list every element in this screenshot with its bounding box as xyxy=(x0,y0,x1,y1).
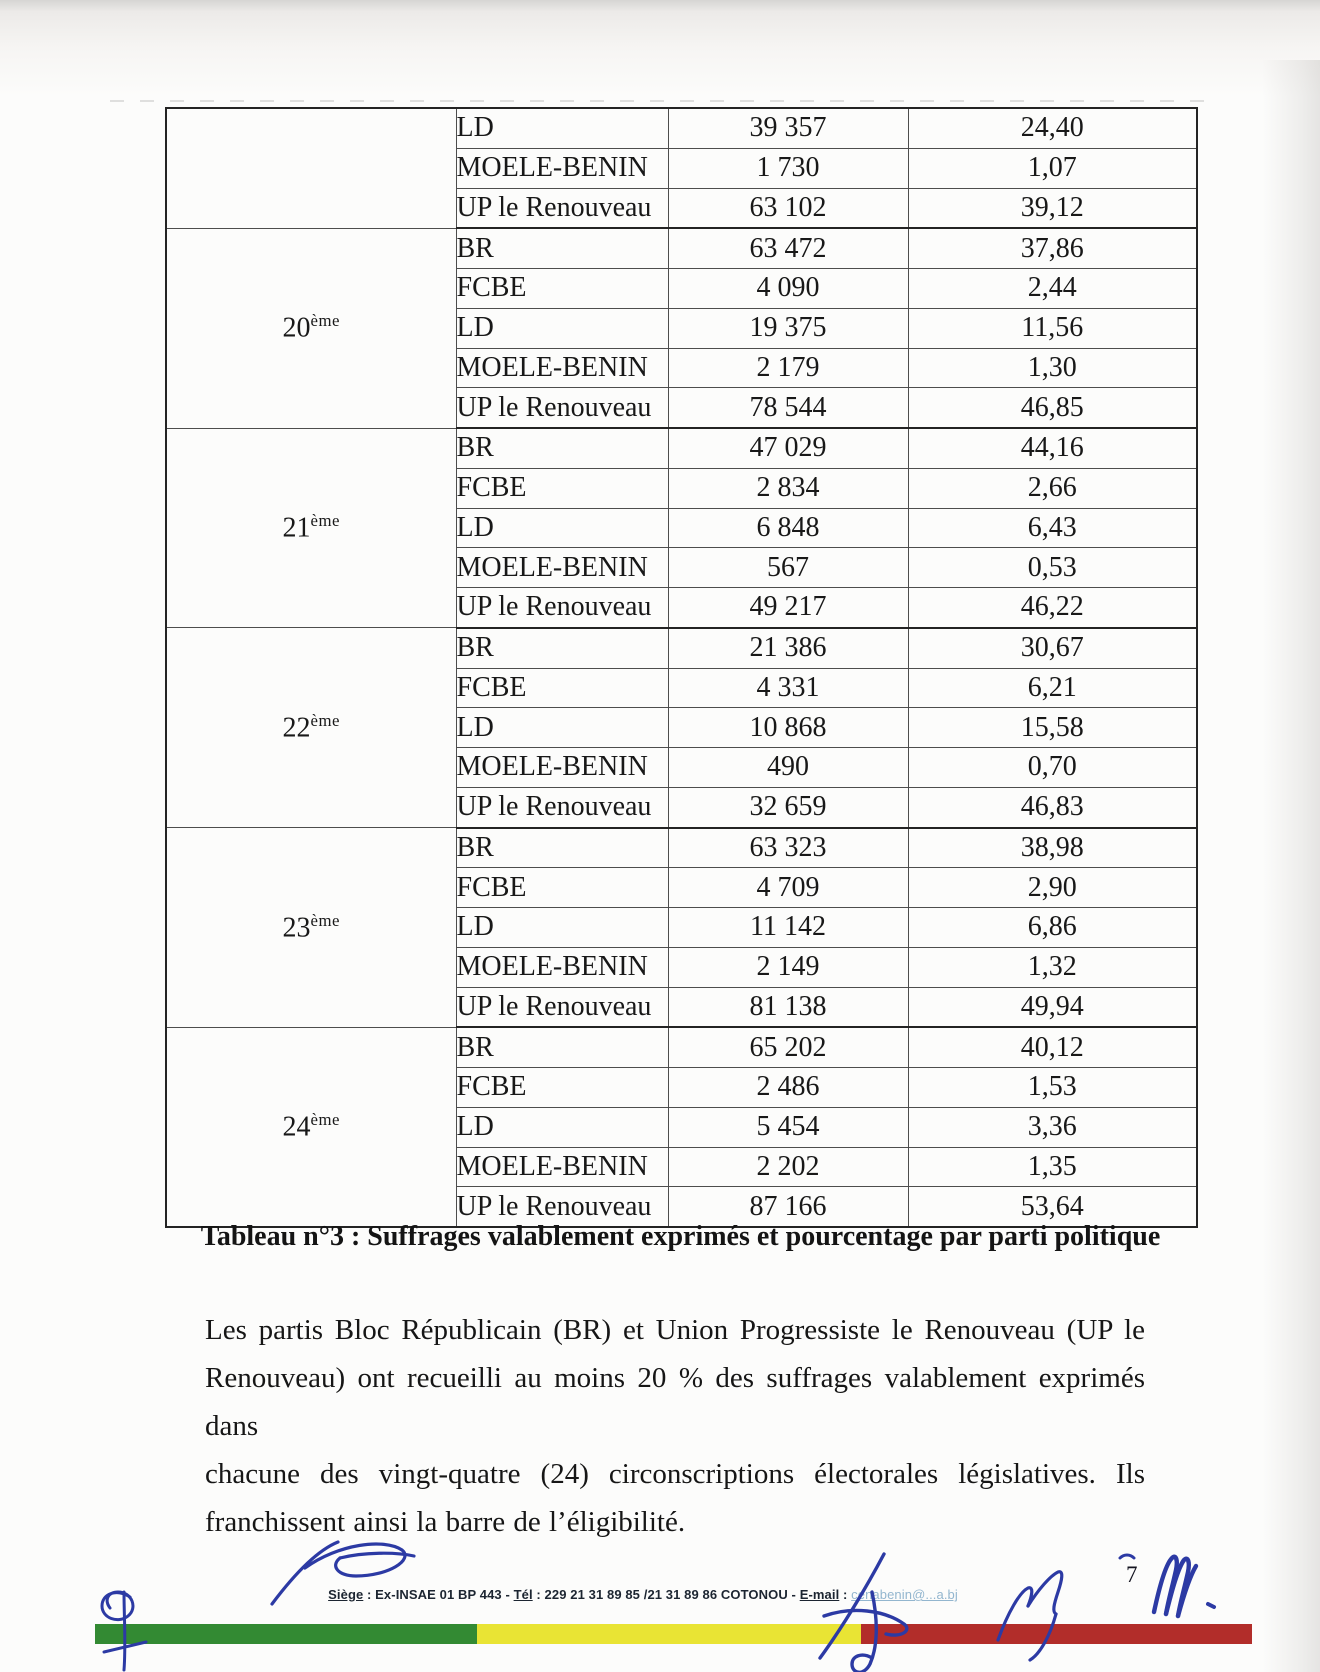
party-cell: UP le Renouveau xyxy=(456,388,668,428)
party-cell: BR xyxy=(456,628,668,668)
party-cell: BR xyxy=(456,428,668,468)
district-cell: 20ème xyxy=(166,228,456,428)
party-cell: BR xyxy=(456,828,668,868)
party-cell: FCBE xyxy=(456,868,668,908)
votes-cell: 19 375 xyxy=(668,308,908,348)
votes-cell: 2 834 xyxy=(668,468,908,508)
votes-cell: 63 102 xyxy=(668,188,908,228)
footer-email-link[interactable]: cenabenin@...a.bj xyxy=(851,1587,958,1602)
percentage-cell: 0,53 xyxy=(908,548,1197,588)
percentage-cell: 46,85 xyxy=(908,388,1197,428)
votes-cell: 32 659 xyxy=(668,787,908,827)
votes-cell: 10 868 xyxy=(668,708,908,748)
votes-cell: 49 217 xyxy=(668,588,908,628)
party-cell: LD xyxy=(456,108,668,148)
votes-cell: 4 709 xyxy=(668,868,908,908)
results-table-body xyxy=(166,108,1197,1227)
paragraph-line: Les partis Bloc Républicain (BR) et Union Progressiste le Renouveau (UP le xyxy=(205,1314,1145,1346)
votes-cell: 5 454 xyxy=(668,1107,908,1147)
percentage-cell: 1,53 xyxy=(908,1068,1197,1108)
table-row xyxy=(166,108,1197,148)
percentage-cell: 3,36 xyxy=(908,1107,1197,1147)
party-cell: LD xyxy=(456,308,668,348)
footer-email-sep: : xyxy=(839,1587,852,1602)
scan-right-shadow xyxy=(1262,60,1320,1672)
percentage-cell: 38,98 xyxy=(908,828,1197,868)
footer-siege-label: Siège xyxy=(328,1587,364,1602)
district-cell: 21ème xyxy=(166,428,456,628)
district-cell: 22ème xyxy=(166,628,456,828)
percentage-cell: 0,70 xyxy=(908,748,1197,788)
body-paragraph xyxy=(205,1306,1145,1546)
percentage-cell: 39,12 xyxy=(908,188,1197,228)
table-row xyxy=(166,1027,1197,1067)
signature-center-icon xyxy=(820,1554,907,1672)
signature-initials-icon xyxy=(998,1572,1062,1660)
party-cell: BR xyxy=(456,228,668,268)
footer-siege-value: : Ex-INSAE 01 BP 443 - xyxy=(363,1587,514,1602)
votes-cell: 2 149 xyxy=(668,947,908,987)
votes-cell: 2 202 xyxy=(668,1147,908,1187)
results-table xyxy=(165,107,1198,1228)
table-row xyxy=(166,228,1197,268)
votes-cell: 78 544 xyxy=(668,388,908,428)
votes-cell: 65 202 xyxy=(668,1027,908,1067)
scan-top-shadow xyxy=(0,0,1320,96)
table-row xyxy=(166,828,1197,868)
percentage-cell: 40,12 xyxy=(908,1027,1197,1067)
paragraph-line: chacune des vingt-quatre (24) circonscriptions électorales législatives. Ils xyxy=(205,1458,1145,1490)
percentage-cell: 46,22 xyxy=(908,588,1197,628)
votes-cell: 87 166 xyxy=(668,1187,908,1227)
votes-cell: 63 472 xyxy=(668,228,908,268)
footer-tel-label: Tél xyxy=(513,1587,533,1602)
party-cell: LD xyxy=(456,708,668,748)
flag-yellow-segment xyxy=(477,1624,861,1644)
percentage-cell: 1,07 xyxy=(908,148,1197,188)
paragraph-line: franchissent ainsi la barre de l’éligibilité. xyxy=(205,1506,686,1538)
party-cell: MOELE-BENIN xyxy=(456,1147,668,1187)
votes-cell: 21 386 xyxy=(668,628,908,668)
percentage-cell: 2,90 xyxy=(908,868,1197,908)
percentage-cell: 49,94 xyxy=(908,987,1197,1027)
district-cell: 23ème xyxy=(166,828,456,1028)
scan-noise-line xyxy=(110,100,1210,102)
percentage-cell: 1,32 xyxy=(908,947,1197,987)
benin-flag-bar xyxy=(95,1624,1252,1644)
votes-cell: 1 730 xyxy=(668,148,908,188)
party-cell: MOELE-BENIN xyxy=(456,748,668,788)
percentage-cell: 6,21 xyxy=(908,668,1197,708)
table-caption: Tableau n°3 : Suffrages valablement exprimés et pourcentage par parti politique xyxy=(200,1221,1161,1252)
page-number: 7 xyxy=(1126,1562,1138,1587)
votes-cell: 6 848 xyxy=(668,508,908,548)
votes-cell: 2 179 xyxy=(668,348,908,388)
votes-cell: 11 142 xyxy=(668,908,908,948)
percentage-cell: 46,83 xyxy=(908,787,1197,827)
party-cell: MOELE-BENIN xyxy=(456,148,668,188)
footer-contact-line xyxy=(328,1587,958,1602)
votes-cell: 4 090 xyxy=(668,269,908,309)
percentage-cell: 30,67 xyxy=(908,628,1197,668)
party-cell: FCBE xyxy=(456,668,668,708)
party-cell: LD xyxy=(456,1107,668,1147)
party-cell: FCBE xyxy=(456,1068,668,1108)
percentage-cell: 6,86 xyxy=(908,908,1197,948)
district-cell: 24ème xyxy=(166,1027,456,1227)
table-row xyxy=(166,428,1197,468)
votes-cell: 2 486 xyxy=(668,1068,908,1108)
percentage-cell: 11,56 xyxy=(908,308,1197,348)
votes-cell: 4 331 xyxy=(668,668,908,708)
footer-tel-value: : 229 21 31 89 85 /21 31 89 86 COTONOU - xyxy=(532,1587,800,1602)
party-cell: FCBE xyxy=(456,468,668,508)
footer-email-label: E-mail xyxy=(799,1587,840,1602)
votes-cell: 47 029 xyxy=(668,428,908,468)
percentage-cell: 15,58 xyxy=(908,708,1197,748)
party-cell: LD xyxy=(456,908,668,948)
percentage-cell: 37,86 xyxy=(908,228,1197,268)
paragraph-line: Renouveau) ont recueilli au moins 20 % des suffrages valablement exprimés dans xyxy=(205,1362,1145,1442)
party-cell: MOELE-BENIN xyxy=(456,348,668,388)
percentage-cell: 1,35 xyxy=(908,1147,1197,1187)
percentage-cell: 6,43 xyxy=(908,508,1197,548)
votes-cell: 567 xyxy=(668,548,908,588)
party-cell: UP le Renouveau xyxy=(456,987,668,1027)
district-cell xyxy=(166,108,456,228)
votes-cell: 490 xyxy=(668,748,908,788)
flag-red-segment xyxy=(861,1624,1252,1644)
flag-green-segment xyxy=(95,1624,477,1644)
percentage-cell: 1,30 xyxy=(908,348,1197,388)
votes-cell: 63 323 xyxy=(668,828,908,868)
party-cell: UP le Renouveau xyxy=(456,188,668,228)
percentage-cell: 24,40 xyxy=(908,108,1197,148)
party-cell: UP le Renouveau xyxy=(456,787,668,827)
party-cell: MOELE-BENIN xyxy=(456,947,668,987)
party-cell: FCBE xyxy=(456,269,668,309)
percentage-cell: 44,16 xyxy=(908,428,1197,468)
percentage-cell: 2,44 xyxy=(908,269,1197,309)
party-cell: UP le Renouveau xyxy=(456,1187,668,1227)
votes-cell: 39 357 xyxy=(668,108,908,148)
votes-cell: 81 138 xyxy=(668,987,908,1027)
party-cell: UP le Renouveau xyxy=(456,588,668,628)
percentage-cell: 53,64 xyxy=(908,1187,1197,1227)
party-cell: LD xyxy=(456,508,668,548)
party-cell: MOELE-BENIN xyxy=(456,548,668,588)
table-row xyxy=(166,628,1197,668)
percentage-cell: 2,66 xyxy=(908,468,1197,508)
party-cell: BR xyxy=(456,1027,668,1067)
